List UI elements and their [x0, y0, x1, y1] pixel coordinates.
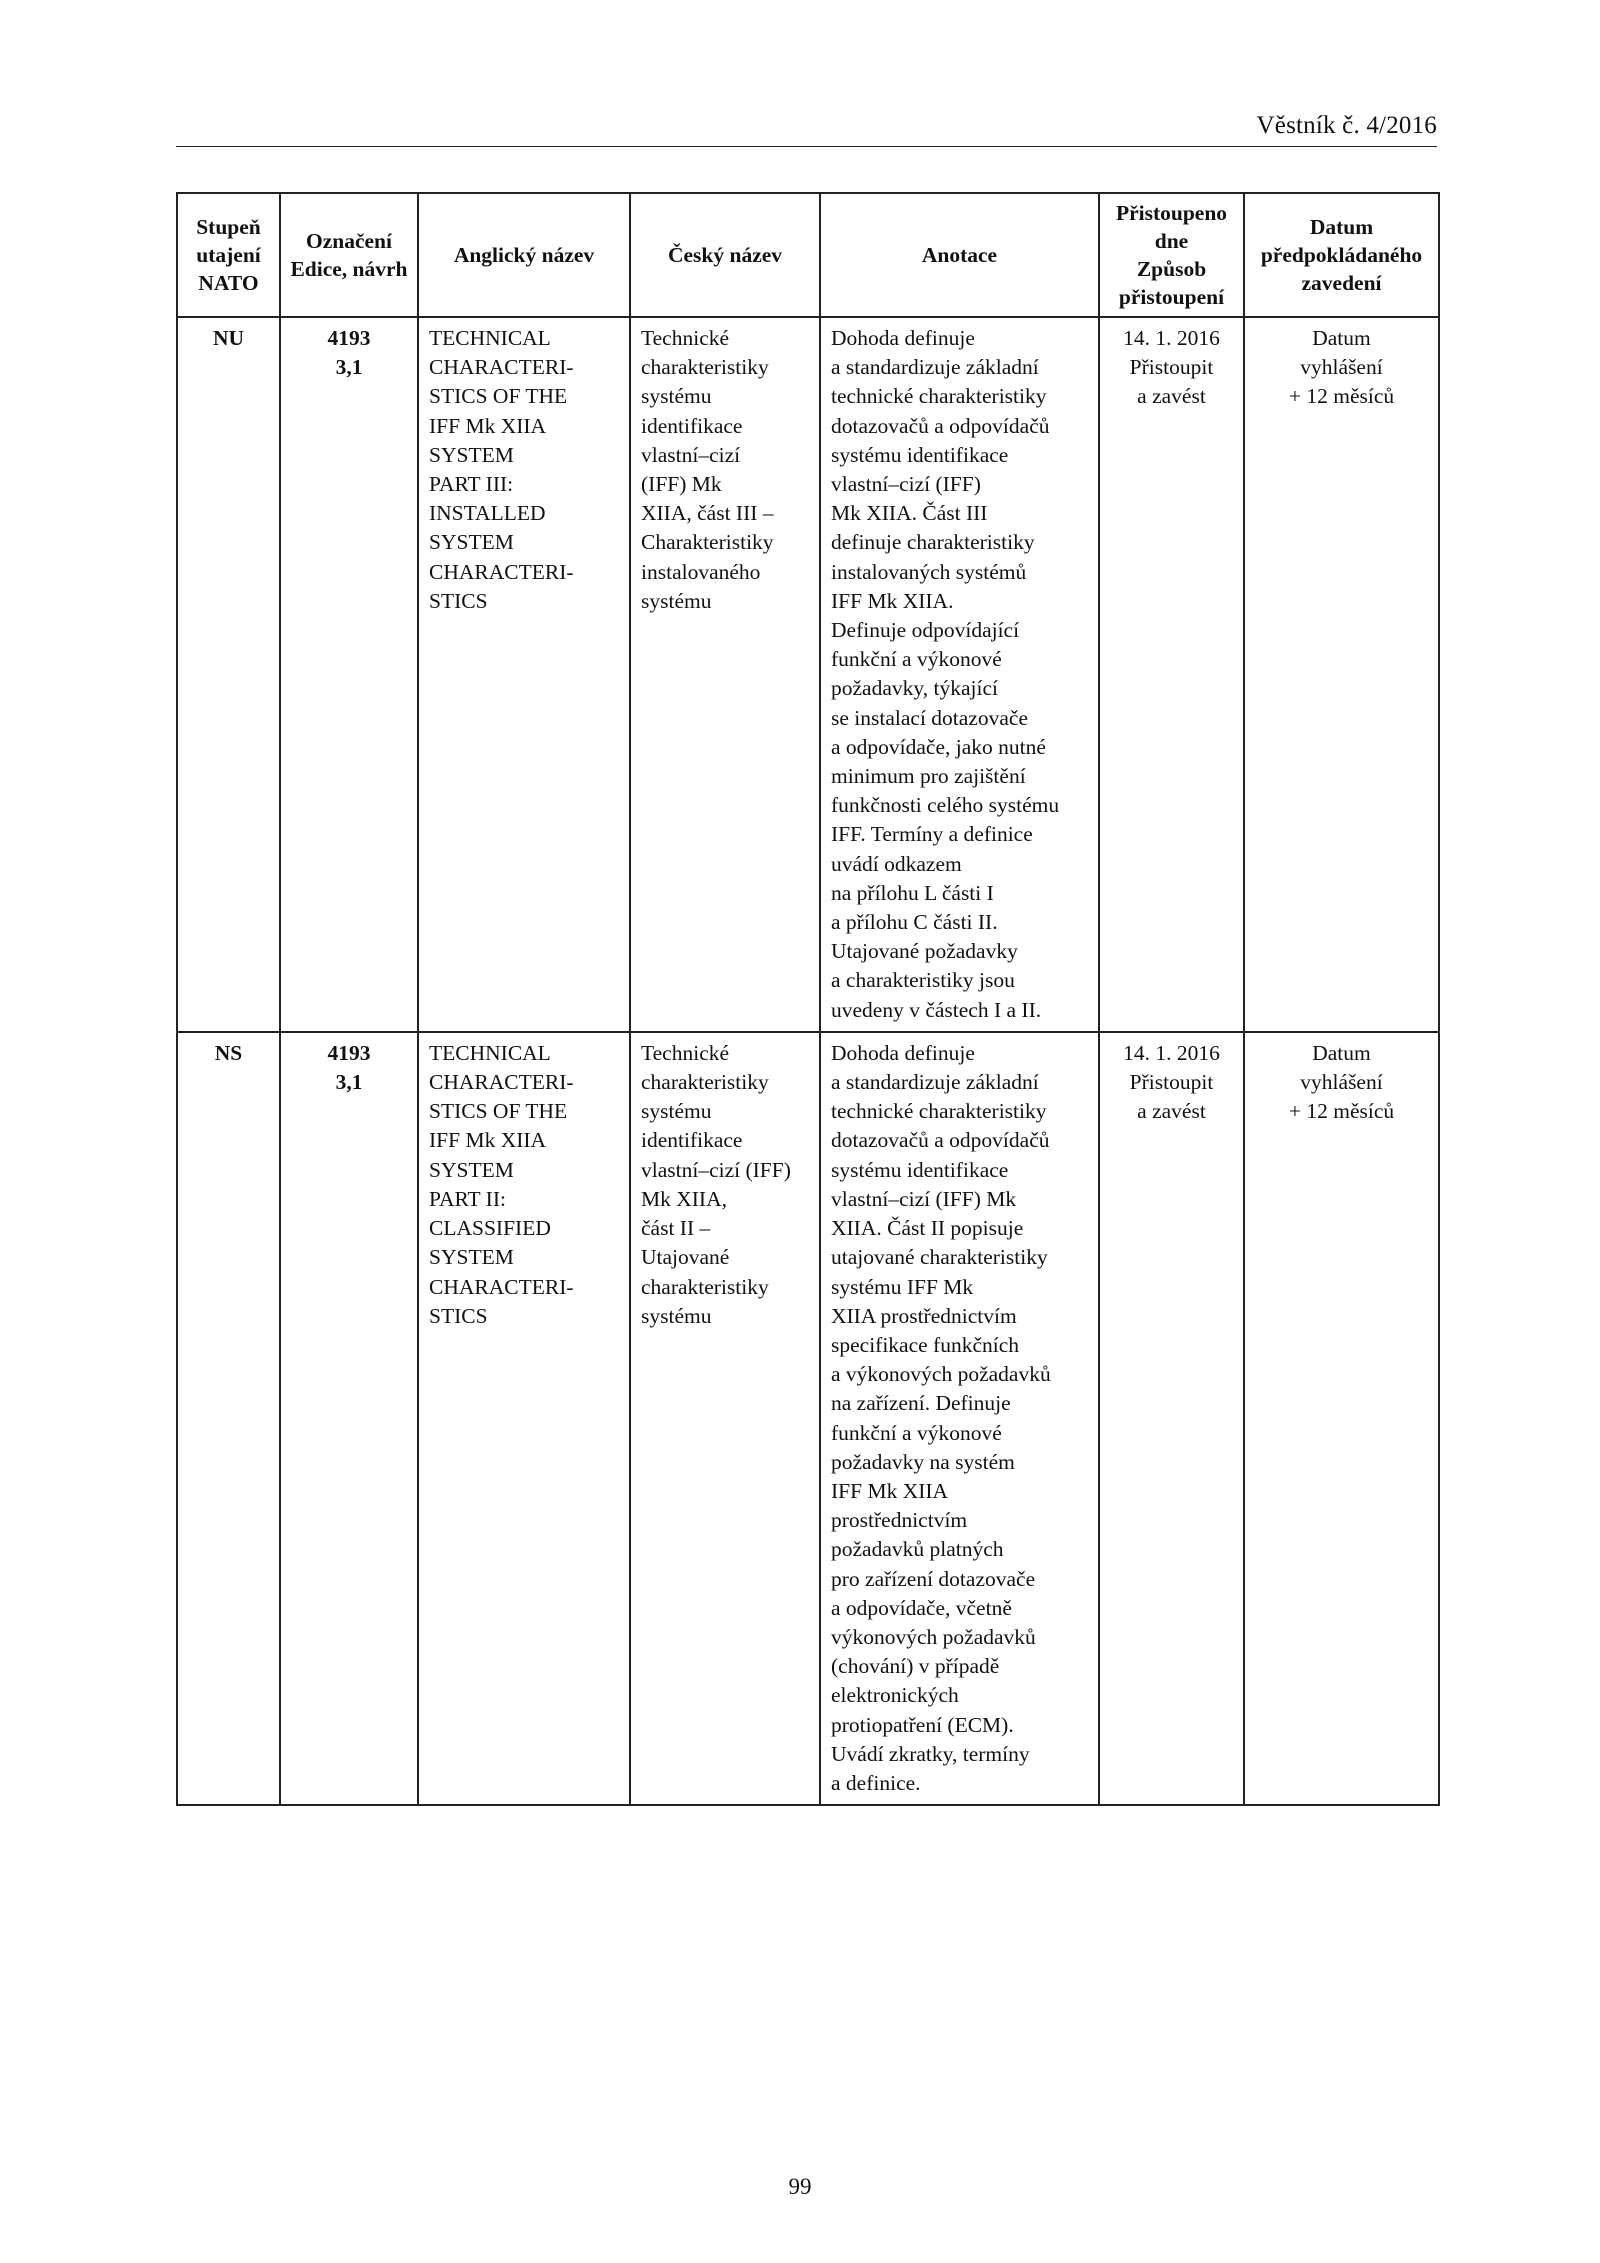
text-line: charakteristiky — [641, 1070, 769, 1095]
text-line: se instalací dotazovače — [831, 705, 1028, 730]
text-line: požadavky na systém — [831, 1449, 1015, 1474]
text-line: vlastní–cizí (IFF) Mk — [831, 1186, 1017, 1211]
text-line: vyhlášení — [1300, 355, 1383, 380]
text-line: technické charakteristiky — [831, 1099, 1047, 1124]
text-line: Technické — [641, 1040, 730, 1065]
col-header-czech-title: Český název — [630, 193, 820, 317]
text-line: (IFF) Mk — [641, 472, 722, 497]
text-line: požadavků platných — [831, 1537, 1004, 1562]
text-line: Utajované — [641, 1245, 730, 1270]
text-line: funkčnosti celého systému — [831, 793, 1060, 818]
text-line: charakteristiky — [641, 355, 769, 380]
text-line: CHARACTERI- — [429, 1274, 574, 1299]
text-line: PART II: — [429, 1186, 506, 1211]
cell-annotation — [820, 317, 1099, 1032]
text-line: prostřednictvím — [831, 1508, 968, 1533]
table-row — [177, 317, 1439, 1032]
text-line: Technické — [641, 326, 730, 350]
text-line: SYSTEM — [429, 1245, 514, 1270]
text-line: a zavést — [1137, 384, 1206, 409]
text-line: XIIA, část III – — [641, 501, 774, 526]
cell-designation — [280, 1032, 418, 1805]
text-line: systému identifikace — [831, 1157, 1009, 1182]
text-line: a standardizuje základní — [831, 355, 1039, 380]
text-line: dotazovačů a odpovídačů — [831, 1128, 1050, 1153]
cell-english-title — [418, 1032, 630, 1805]
text-line: vlastní–cizí (IFF) — [831, 472, 981, 497]
text-line: utajované charakteristiky — [831, 1245, 1048, 1270]
text-line: SYSTEM — [429, 530, 514, 555]
col-header-english-title: Anglický název — [418, 193, 630, 317]
text-line: instalovaného — [641, 559, 761, 584]
col-header-classification: Stupeň utajení NATO — [177, 193, 280, 317]
text-line: část II – — [641, 1216, 711, 1241]
text-line: na zařízení. Definuje — [831, 1391, 1011, 1416]
text-line: Přistoupit — [1129, 355, 1214, 380]
text-line: + 12 měsíců — [1288, 1099, 1395, 1124]
text-line: definuje charakteristiky — [831, 530, 1035, 555]
text-line: uvedeny v částech I a II. — [831, 997, 1042, 1022]
col-header-implementation: Datum předpokládaného zavedení — [1244, 193, 1439, 317]
text-line: XIIA. Část II popisuje — [831, 1216, 1024, 1241]
text-line: Mk XIIA. Část III — [831, 501, 988, 526]
cell-classification: NU — [177, 317, 280, 1032]
text-line: systému IFF Mk — [831, 1274, 974, 1299]
text-line: technické charakteristiky — [831, 384, 1047, 409]
text-line: SYSTEM — [429, 1157, 514, 1182]
text-line: a zavést — [1137, 1099, 1206, 1124]
journal-issue: Věstník č. 4/2016 — [1256, 112, 1437, 139]
text-line: vlastní–cizí (IFF) — [641, 1157, 791, 1182]
text-line: a odpovídače, včetně — [831, 1595, 1012, 1620]
text-line: vlastní–cizí — [641, 442, 741, 467]
cell-designation — [280, 317, 418, 1032]
cell-classification: NS — [177, 1032, 280, 1805]
text-line: a odpovídače, jako nutné — [831, 734, 1046, 759]
text-line: Uvádí zkratky, termíny — [831, 1741, 1030, 1766]
text-line: Datum — [1312, 326, 1371, 350]
text-line: a definice. — [831, 1770, 921, 1795]
text-line: CHARACTERI- — [429, 355, 574, 380]
cell-czech-title — [630, 317, 820, 1032]
col-header-annotation: Anotace — [820, 193, 1099, 317]
text-line: CHARACTERI- — [429, 1070, 574, 1095]
text-line: funkční a výkonové — [831, 647, 1002, 672]
text-line: výkonových požadavků — [831, 1624, 1036, 1649]
text-line: IFF. Termíny a definice — [831, 822, 1033, 847]
page-header — [176, 110, 1437, 147]
table-header-row — [177, 193, 1439, 317]
text-line: vyhlášení — [1300, 1070, 1383, 1095]
col-header-designation: Označení Edice, návrh — [280, 193, 418, 317]
text-line: elektronických — [831, 1683, 959, 1708]
text-line: IFF Mk XIIA. — [831, 588, 954, 613]
text-line: minimum pro zajištění — [831, 764, 1026, 789]
cell-accession — [1099, 1032, 1244, 1805]
text-line: + 12 měsíců — [1288, 384, 1395, 409]
cell-annotation — [820, 1032, 1099, 1805]
text-line: Přistoupit — [1129, 1070, 1214, 1095]
cell-czech-title — [630, 1032, 820, 1805]
text-line: dotazovačů a odpovídačů — [831, 413, 1050, 438]
text-line: XIIA prostřednictvím — [831, 1303, 1017, 1328]
text-line: systému identifikace — [831, 442, 1009, 467]
text-line: STICS — [429, 1303, 488, 1328]
text-line: systému — [641, 384, 712, 409]
text-line: 14. 1. 2016 — [1123, 326, 1220, 350]
text-line: uvádí odkazem — [831, 851, 962, 876]
text-line: a charakteristiky jsou — [831, 968, 1015, 993]
text-line: Utajované požadavky — [831, 939, 1018, 964]
text-line: a výkonových požadavků — [831, 1362, 1051, 1387]
text-line: systému — [641, 588, 712, 613]
text-line: pro zařízení dotazovače — [831, 1566, 1036, 1591]
text-line: Definuje odpovídající — [831, 618, 1020, 643]
text-line: IFF Mk XIIA — [429, 1128, 547, 1153]
text-line: protiopatření (ECM). — [831, 1712, 1014, 1737]
text-line: TECHNICAL — [429, 326, 551, 350]
col-header-accession: Přistoupeno dne Způsob přistoupení — [1099, 193, 1244, 317]
text-line: Dohoda definuje — [831, 1040, 975, 1065]
text-line: STICS — [429, 588, 488, 613]
cell-implementation — [1244, 1032, 1439, 1805]
text-line: požadavky, týkající — [831, 676, 998, 701]
text-line: SYSTEM — [429, 442, 514, 467]
text-line: Mk XIIA, — [641, 1186, 727, 1211]
cell-implementation — [1244, 317, 1439, 1032]
page-number: 99 — [788, 2174, 812, 2199]
standards-table — [176, 192, 1440, 1806]
text-line: Charakteristiky — [641, 530, 774, 555]
text-line: 4193 — [327, 1040, 371, 1065]
text-line: 14. 1. 2016 — [1123, 1040, 1220, 1065]
text-line: INSTALLED — [429, 501, 546, 526]
text-line: identifikace — [641, 413, 743, 438]
text-line: IFF Mk XIIA — [831, 1478, 949, 1503]
table-row — [177, 1032, 1439, 1805]
text-line: na přílohu L části I — [831, 880, 994, 905]
cell-english-title — [418, 317, 630, 1032]
text-line: identifikace — [641, 1128, 743, 1153]
text-line: TECHNICAL — [429, 1040, 551, 1065]
text-line: funkční a výkonové — [831, 1420, 1002, 1445]
text-line: Dohoda definuje — [831, 326, 975, 350]
text-line: Datum — [1312, 1040, 1371, 1065]
text-line: 3,1 — [335, 1070, 363, 1095]
text-line: STICS OF THE — [429, 1099, 568, 1124]
text-line: CLASSIFIED — [429, 1216, 551, 1241]
text-line: charakteristiky — [641, 1274, 769, 1299]
text-line: IFF Mk XIIA — [429, 413, 547, 438]
text-line: systému — [641, 1099, 712, 1124]
text-line: a standardizuje základní — [831, 1070, 1039, 1095]
cell-accession — [1099, 317, 1244, 1032]
text-line: CHARACTERI- — [429, 559, 574, 584]
text-line: instalovaných systémů — [831, 559, 1027, 584]
text-line: a přílohu C části II. — [831, 910, 998, 935]
text-line: PART III: — [429, 472, 514, 497]
text-line: (chování) v případě — [831, 1654, 1000, 1679]
text-line: systému — [641, 1303, 712, 1328]
text-line: STICS OF THE — [429, 384, 568, 409]
text-line: 3,1 — [335, 355, 363, 380]
text-line: specifikace funkčních — [831, 1332, 1020, 1357]
text-line: 4193 — [327, 326, 371, 350]
